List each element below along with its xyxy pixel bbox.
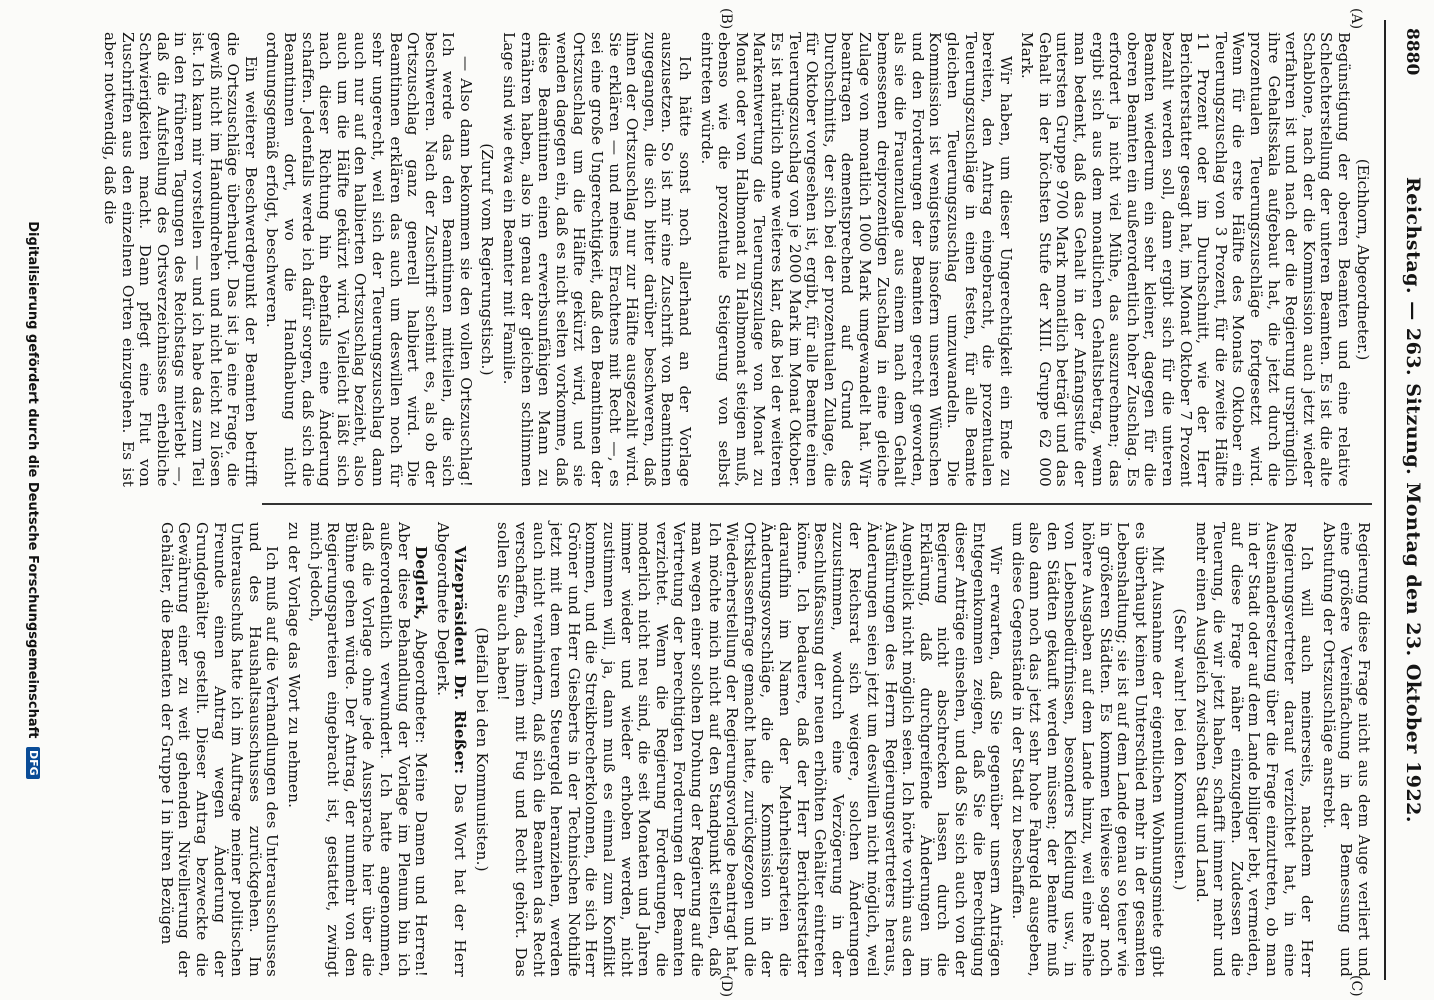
speaker-name: Deglerk, bbox=[412, 546, 431, 621]
speech-opening bbox=[306, 522, 429, 977]
paragraph: zu der Vorlage das Wort zu nehmen. bbox=[284, 522, 303, 809]
dfg-logo: DFG bbox=[26, 747, 40, 779]
page-number: 8880 bbox=[1402, 28, 1422, 76]
margin-marker-a: (A) bbox=[1348, 8, 1364, 30]
paragraph: Ich muß auf die Verhandlungen des Unterausschusses und des Haushaltsausschusses zurückgehen. Im Unterausschuß hatte ich im Auftrage meiner politischen Freunde einen Antrag wegen Änderung der Grundgehälter gestellt. Dieser Antrag bezweckte die Gewährung einer zu weit gehenden Nivellierung der Gehälter, die Beamten der Gruppe I in ihren Bezügen bbox=[157, 522, 282, 977]
chair-statement bbox=[433, 522, 468, 977]
chair-text: Das Wort hat der Herr Abgeordnete Deglerk. bbox=[433, 522, 470, 978]
digitization-credit bbox=[25, 0, 40, 1000]
speech-text: Abgeordneter: Meine Damen und Herren! Aber diese Behandlung der Vorlage im Plenum bin ich außerordentlich verwundert. Ich hatte angenommen, daß die Vorlage ohne jede Aussprache hier über die Bühne gehen würde. Der Antrag, der nunmehr von den Regierungsparteien eingebracht ist, gestattet, zwingt mich jedoch, bbox=[306, 522, 431, 978]
paragraph: Begünstigung der oberen Beamten und eine relative Schlechterstellung der unteren Beamten. Es ist die alte Schablone, nach der die Kommission auch jetzt wieder verfahren ist und nach der die Regierung ursprünglich ihre Gehaltsskala aufgebaut hat, die jetzt durch die prozentualen Teuerungszuschläge fortgesetzt wird. Wenn für die erste Hälfte des Monats Oktober ein Teuerungszuschlag von 3 Prozent, für die zweite Hälfte 11 Prozent oder im Durchschnitt, wie der Herr Berichterstatter gesagt hat, im Monat Oktober 7 Prozent bezahlt werden soll, dann ergibt sich für die unteren Beamten wiederum ein sehr kleiner, dagegen für die oberen Beamten ein außerordentlich hoher Zuschlag. Es erfordert ja nicht viel Mühe, das auszurechnen; das ergibt sich aus dem monatlichen Gehaltsbetrag, wenn man bedenkt, daß das Gehalt in der Anfangsstufe der untersten Gruppe 9700 Mark monatlich beträgt und das Gehalt in der höchsten Stufe der XIII. Gruppe 62 000 Mark. bbox=[1018, 32, 1353, 487]
column-divider bbox=[262, 503, 1372, 505]
paragraph: Wir haben, um dieser Ungerechtigkeit ein Ende zu bereiten, den Antrag eingebracht, die prozentualen Teuerungszuschläge in einen festen, für alle Beamte gleichen Teuerungszuschlag umzuwandeln. Die Kommission ist wenigstens insofern unseren Wünschen und den Forderungen der Beamten gerecht geworden, als sie die Frauenzulage aus einem nach dem Gehalt bemessenen dreiprozentigen Zuschlag in eine gleiche Zulage von monatlich 1000 Mark umgewandelt hat. Wir beantragen dementsprechend auf Grund des Durchschnitts, der sich bei der prozentualen Zulage, die für Oktober vorgesehen ist, ergibt, für alle Beamte einen Teuerungszuschlag von je 2000 Mark im Monat Oktober. Es ist natürlich ohne weiteres klar, daß bei der weiteren Markentwertung die Teuerungszulage von Monat zu Monat oder von Halbmonat zu Halbmonat steigen muß, ebenso wie die prozentuale Steigerung von selbst eintreten würde. bbox=[697, 32, 1015, 487]
right-column bbox=[157, 522, 1373, 978]
running-title: Reichstag. — 263. Sitzung. Montag den 23. Oktober 1922. bbox=[1402, 176, 1424, 824]
paragraph: Ich will auch meinerseits, nachdem der Herr Regierungsvertreter darauf verzichtet hat, in eine Auseinandersetzung über die Frage einzutreten, ob man in der Stadt oder auf dem Lande billiger lebt, vermeiden, auf diese Frage näher einzugehen. Zudessen die Teuerung, die wir jetzt haben, schafft immer mehr und mehr einen Ausgleich zwischen Stadt und Land. bbox=[1192, 522, 1317, 977]
interjection: (Beifall bei den Kommunisten.) bbox=[472, 627, 491, 872]
credit-text: Digitalisierung gefördert durch die Deutsche Forschungsgemeinschaft bbox=[25, 221, 40, 739]
chair-speaker: Vizepräsident Dr. Rießer: bbox=[451, 546, 470, 775]
interjection: (Zuruf vom Regierungstisch.) bbox=[478, 143, 497, 376]
margin-marker-d: (D) bbox=[718, 975, 734, 998]
paragraph: Ein weiterer Beschwerdepunkt der Beamten betrifft die Ortszuschläge überhaupt. Das ist ja eine Frage, die gewiß nicht im Handumdrehen und nicht leicht zu lösen ist. Ich kann mir vorstellen — und ich habe das zum Teil in den früheren Tagungen des Reichstags miterlebt —, daß die Aufstellung des Ortsverzeichnisses erhebliche Schwierigkeiten macht. Dann pflegt eine Flut von Zuschriften aus den einzelnen Orten einzugehen. Es ist aber notwendig, daß die bbox=[101, 32, 260, 487]
paragraph: — Also dann bekommen sie den vollen Ortszuschlag! Ich werde das den Beamtinnen mitteilen, die sich beschweren. Nach der Zuschrift scheint es, als ob der Ortszuschlag ganz generell halbiert wird. Die Beamtinnen erklären das auch um deswillen noch für sehr ungerecht, weil sich der Teuerungszuschlag dann auch nur auf den halbierten Ortszuschlag bezieht, also auch um die Hälfte gekürzt wird. Vielleicht läßt sich nach dieser Richtung hin ebenfalls eine Änderung schaffen. Jedenfalls werde ich dafür sorgen, daß sich die Beamtinnen dort, wo die Handhabung nicht ordnungsgemäß erfolgt, beschweren. bbox=[263, 32, 475, 487]
paragraph: Mit Ausnahme der eigentlichen Wohnungsmiete gibt es überhaupt keinen Unterschied mehr in der gesamten Lebenshaltung; sie ist auf dem Lande genau so teuer wie in größeren Städten. Es kommen teilweise sogar noch höhere Ausgaben auf dem Lande hinzu, weil eine Reihe von Lebensbedürfnissen, besonders Kleidung usw., in den Städten gekauft werden müssen; der Beamte muß also dann noch das jetzt sehr hohe Fahrgeld ausgeben, um diese Gegenstände in der Stadt zu beschaffen. bbox=[1008, 522, 1168, 977]
paragraph: Wir erwarten, daß Sie gegenüber unsern Anträgen Entgegenkommen zeigen, daß Sie die Berechtigung dieser Anträge einsehen, und daß Sie sich auch von der Regierung nicht abschrecken lassen durch die Erklärung, daß durchgreifende Änderungen im Augenblick nicht möglich seien. Ich hörte vorhin aus den Ausführungen des Herrn Regierungsvertreters heraus, Änderungen seien jetzt um deswillen nicht möglich, weil der Reichsrat sich weigere, solchen Änderungen zuzustimmen, wodurch eine Verzögerung in der Beschlußfassung der neuen erhöhten Gehälter eintreten könne. Ich bedauere, daß der Herr Berichterstatter daraufhin im Namen der Mehrheitsparteien die Änderungsvorschläge, die die Kommission in der Ortsklassenfrage gemacht hatte, zurückgezogen und die Wiederherstellung der Regierungsvorlage beantragt hat. Ich möchte mich nicht auf den Standpunkt stellen, daß man wegen einer solchen Drohung der Regierung auf die Vertretung der berechtigten Forderungen der Beamten verzichtet. Wenn die Regierung Forderungen, die moderlich nicht neu sind, die seit Monaten und Jahren immer wieder und wieder erhoben werden, nicht zustimmen will, ja, dann muß es einmal zum Konflikt kommen, und die Streikbrecherkolonnen, die sich Herr Gröner und Herr Giesberts in der Technischen Nothilfe jetzt mit dem teuren Steuergeld heranziehen, werden auch nicht verhindern, daß sich die Beamten das Recht verschaffen, das ihnen mit Fug und Recht gehört. Das sollen Sie auch haben! bbox=[494, 522, 1006, 977]
page-header bbox=[1368, 0, 1434, 1000]
paragraph: Ich hätte sonst noch allerhand an der Vorlage auszusetzen. So ist mir eine Zuschrift von Beamtinnen zugegangen, die sich bitter darüber beschweren, daß ihnen der Ortszuschlag nur zur Hälfte ausgezahlt wird. Sie erklären — und meines Erachtens mit Recht —, es sei eine große Ungerechtigkeit, daß den Beamtinnen der Ortszuschlag um die Hälfte gekürzt wird, und sie wenden dagegen ein, daß es nicht selten vorkomme, daß diese Beamtinnen einen erwerbsunfähigen Mann zu ernähren haben, also in genau der gleichen schlimmen Lage sind wie etwa ein Beamter mit Familie. bbox=[500, 32, 695, 487]
paragraph: Regierung diese Frage nicht aus dem Auge verliert und eine größere Vereinfachung in der Bemessung und Abstufung der Ortszuschläge anstrebt. bbox=[1319, 522, 1373, 977]
header-rule bbox=[1384, 20, 1386, 980]
interjection: (Sehr wahr! bei den Kommunisten.) bbox=[1171, 608, 1190, 891]
margin-marker-c: (C) bbox=[1348, 975, 1364, 997]
speaker-continuation: (Eichhorn, Abgeordneter.) bbox=[1354, 158, 1372, 361]
left-column bbox=[101, 32, 1372, 487]
margin-marker-b: (B) bbox=[718, 8, 734, 30]
